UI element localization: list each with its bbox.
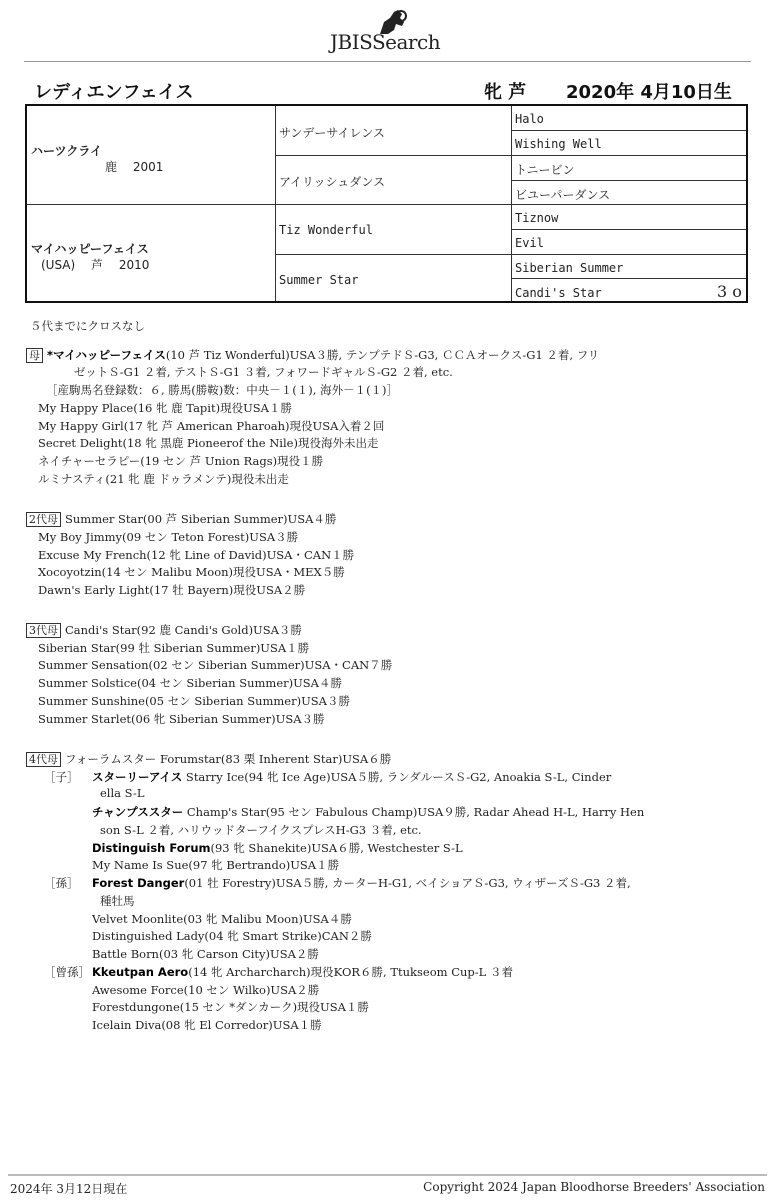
footer-divider xyxy=(8,1174,767,1176)
gen2-head xyxy=(26,511,336,527)
pedigree-table xyxy=(25,104,748,303)
grandchild-1-rest: (01 牡 Forestry)USA５勝, カーターH-G1, ベイショアＳ-G3, ウィザーズＳ-G3 ２着, xyxy=(184,876,631,890)
horse-name: レディエンフェイス xyxy=(34,82,194,103)
birth-date: 2020年 4月10日生 xyxy=(566,82,732,103)
gen4-head-text: フォーラムスター Forumstar(83 栗 Inherent Star)USA６勝 xyxy=(65,752,392,766)
gen3-head-text: Candi's Star(92 鹿 Candi's Gold)USA３勝 xyxy=(65,623,302,637)
child-2-rest: Champ's Star(95 セン Fabulous Champ)USA９勝, Radar Ahead H-L, Harry Hen xyxy=(183,805,645,819)
dam-offspring-4: ネイチャーセラピー(19 セン 芦 Union Rags)現役１勝 xyxy=(38,454,324,468)
dam-bold-name[interactable]: *マイハッピーフェイス xyxy=(47,348,166,362)
logo-main: JBIS xyxy=(330,30,372,54)
grandchild-1-name[interactable]: Forest Danger xyxy=(92,876,185,890)
grandchild-2: Velvet Moonlite(03 牝 Malibu Moon)USA４勝 xyxy=(92,912,352,926)
grandchild-3: Distinguished Lady(04 牝 Smart Strike)CAN２勝 xyxy=(92,929,372,943)
logo-text xyxy=(330,30,440,54)
child-label: ［子］ xyxy=(44,770,79,784)
logo-sub: Search xyxy=(371,30,441,54)
gen4-head xyxy=(26,751,391,767)
gen3-5[interactable]: Tiznow xyxy=(515,211,559,225)
dam-line-2: ゼットＳ-G1 ２着, テストＳ-G1 ３着, フォワードギャルＳ-G2 ２着, etc. xyxy=(74,365,453,379)
great-grandchild-label: ［曾孫］ xyxy=(44,965,90,979)
sire-name[interactable]: ハーツクライ xyxy=(31,144,103,158)
grandchild-1-cont: 種牡馬 xyxy=(100,894,135,908)
child-2-name[interactable]: チャンプススター xyxy=(92,805,184,819)
dam-line-1 xyxy=(26,347,599,363)
grandchild-label: ［孫］ xyxy=(44,876,79,890)
gen2-dam-sire[interactable]: Tiz Wonderful xyxy=(279,223,373,237)
dam-tag: 母 xyxy=(26,348,43,363)
gen3-offspring-4: Summer Sunshine(05 セン Siberian Summer)USA３勝 xyxy=(38,694,350,708)
dam-line-1-rest: (10 芦 Tiz Wonderful)USA３勝, テンプテドＳ-G3, ＣＣＡオークス-G1 ２着, フリ xyxy=(165,348,600,362)
great-grandchild-1-name[interactable]: Kkeutpan Aero xyxy=(92,965,189,979)
great-grandchild-1 xyxy=(92,964,513,980)
dam-offspring-5: ルミナスティ(21 牝 鹿 ドゥラメンテ)現役未出走 xyxy=(38,472,289,486)
gen3-offspring-5: Summer Starlet(06 牝 Siberian Summer)USA３勝 xyxy=(38,712,325,726)
gen4-tag: 4代母 xyxy=(26,752,61,767)
great-grandchild-4: Icelain Diva(08 牝 El Corredor)USA１勝 xyxy=(92,1018,322,1032)
gen2-dam-dam[interactable]: Summer Star xyxy=(279,273,359,287)
gen3-offspring-3: Summer Solstice(04 セン Siberian Summer)USA４勝 xyxy=(38,676,342,690)
gen3-1[interactable]: Halo xyxy=(515,112,544,126)
sire-info: 鹿 2001 xyxy=(105,160,164,174)
child-1 xyxy=(92,769,611,785)
gen2-offspring-2: Excuse My French(12 牝 Line of David)USA・CAN１勝 xyxy=(38,548,355,562)
gen3-2[interactable]: Wishing Well xyxy=(515,137,602,151)
gen2-offspring-4: Dawn's Early Light(17 牡 Bayern)現役USA２勝 xyxy=(38,583,306,597)
cross-note: ５代までにクロスなし xyxy=(30,319,145,333)
gen3-tag: 3代母 xyxy=(26,623,61,638)
great-grandchild-3: Forestdungone(15 セン *ダンカーク)現役USA１勝 xyxy=(92,1000,369,1014)
top-divider xyxy=(24,61,751,62)
gen2-head-text: Summer Star(00 芦 Siberian Summer)USA４勝 xyxy=(65,512,337,526)
child-2 xyxy=(92,804,644,820)
child-1-name[interactable]: スターリーアイス xyxy=(92,770,183,784)
dam-offspring-1: My Happy Place(16 牝 鹿 Tapit)現役USA１勝 xyxy=(38,401,292,415)
dam-offspring-3: Secret Delight(18 牝 黒鹿 Pioneerof the Nile)現役海外未出走 xyxy=(38,436,379,450)
great-grandchild-1-rest: (14 牝 Archarcharch)現役KOR６勝, Ttukseom Cup-L ３着 xyxy=(188,965,513,979)
grandchild-1 xyxy=(92,875,631,891)
gen3-offspring-1: Siberian Star(99 牡 Siberian Summer)USA１勝 xyxy=(38,641,310,655)
gen2-offspring-3: Xocoyotzin(14 セン Malibu Moon)現役USA・MEX５勝 xyxy=(38,565,345,579)
gen2-tag: 2代母 xyxy=(26,512,61,527)
gen3-4[interactable]: ビユーパーダンス xyxy=(515,188,611,202)
gen2-offspring-1: My Boy Jimmy(09 セン Teton Forest)USA３勝 xyxy=(38,530,299,544)
grandchild-4: Battle Born(03 牝 Carson City)USA２勝 xyxy=(92,947,319,961)
gen3-8[interactable]: Candi's Star xyxy=(515,286,602,300)
dam-info: (USA) 芦 2010 xyxy=(41,258,150,272)
gen3-6[interactable]: Evil xyxy=(515,236,544,250)
child-1-cont: ella S-L xyxy=(100,786,145,800)
dam-offspring-2: My Happy Girl(17 牝 芦 American Pharoah)現役USA入着２回 xyxy=(38,419,385,433)
gen3-3[interactable]: トニービン xyxy=(515,163,575,177)
child-1-rest: Starry Ice(94 牝 Ice Age)USA５勝, ランダルースＳ-G2, Anoakia S-L, Cinder xyxy=(182,770,612,784)
gen2-sire-sire[interactable]: サンデーサイレンス xyxy=(279,126,385,140)
page-number: 3 o xyxy=(717,282,742,301)
dam-line-3: ［産駒馬名登録数：６, 勝馬(勝鞍)数：中央－１(１), 海外－１(１)］ xyxy=(46,383,399,397)
gen3-offspring-2: Summer Sensation(02 セン Siberian Summer)USA・CAN７勝 xyxy=(38,658,393,672)
jbis-logo xyxy=(330,6,460,56)
great-grandchild-2: Awesome Force(10 セン Wilko)USA２勝 xyxy=(92,983,320,997)
gen3-head xyxy=(26,622,302,638)
footer-date: 2024年 3月12日現在 xyxy=(10,1182,128,1196)
dam-name[interactable]: マイハッピーフェイス xyxy=(31,242,149,256)
gen3-7[interactable]: Siberian Summer xyxy=(515,261,624,275)
child-4: My Name Is Sue(97 牝 Bertrando)USA１勝 xyxy=(92,858,340,872)
child-3 xyxy=(92,840,463,856)
child-3-rest: (93 牝 Shanekite)USA６勝, Westchester S-L xyxy=(210,841,463,855)
child-3-name[interactable]: Distinguish Forum xyxy=(92,841,211,855)
sex-color: 牝 芦 xyxy=(484,82,527,103)
child-2-cont: son S-L ２着, ハリウッドターフイクスプレスH-G3 ３着, etc. xyxy=(100,823,422,837)
footer-copyright: Copyright 2024 Japan Bloodhorse Breeders' Association xyxy=(423,1180,765,1194)
gen2-sire-dam[interactable]: アイリッシュダンス xyxy=(279,175,385,189)
